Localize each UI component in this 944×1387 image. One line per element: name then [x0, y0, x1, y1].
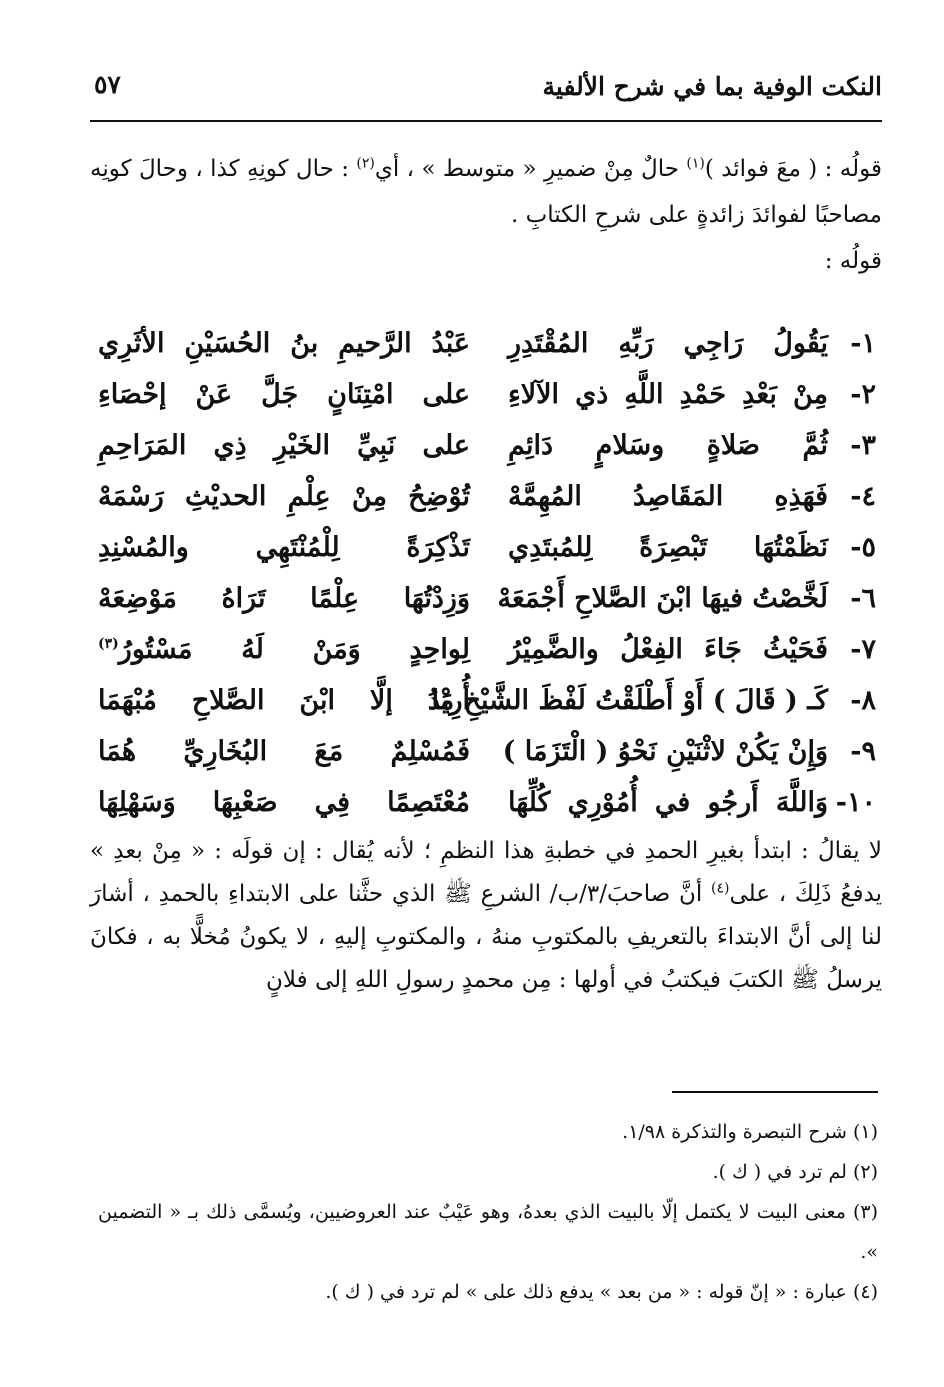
verse-number: ٣-: [850, 430, 876, 461]
page-number: ٥٧: [94, 70, 121, 99]
commentary-paragraph: [90, 830, 882, 1002]
verse-first-hemistich: لَخَّصْتُ فيهَا ابْنَ الصَّلاحِ أَجْمَعَهْ: [497, 583, 828, 614]
verse-number: ١٠-: [835, 787, 876, 818]
verse-number: ٦-: [850, 583, 876, 614]
intro-tail: : حال كونِهِ كذا ، وحالَ كونِه مصاحبًا لفوائدَ زائدةٍ على شرحِ الكتابِ .: [90, 156, 882, 228]
verse-number: ١-: [850, 328, 876, 359]
verse-first-hemistich: وَإِنْ يَكُنْ لاثْنَيْنِ نَحْوُ ( الْتَزَمَا ): [502, 736, 828, 767]
verse-second-hemistich: [98, 634, 470, 665]
footnote-ref: (٣): [98, 636, 119, 652]
footnote-ref-2: (٢): [356, 155, 375, 172]
hemistich-text: على امْتِنَانٍ جَلَّ عَنْ إحْصَاءِ: [98, 379, 470, 410]
verse-line: [98, 624, 876, 675]
verse-number: ٢-: [850, 379, 876, 410]
verse-first-hemistich: ثُمَّ صَلاةٍ وسَلامٍ دَائِمِ: [508, 430, 828, 461]
footnote-item: (٢) لم ترد في ( ك ).: [712, 1161, 878, 1183]
commentary-lead: لا يقالُ : ابتدأ بغيرِ الحمدِ في خطبةِ هذا النظمِ ؛ لأنه يُقال : إن قولَه : « مِنْ بعدِ » يدفعُ ذَلِكَ ، على: [90, 838, 882, 907]
hemistich-text: تَذْكِرَةً لِلْمُنْتَهِي والمُسْنِدِ: [98, 532, 470, 563]
footnotes: [98, 1112, 878, 1312]
intro-text: [90, 146, 882, 238]
hemistich-text: عَبْدُ الرَّحيمِ بنُ الحُسَيْنِ الأثَرِي: [98, 328, 470, 359]
verse-second-hemistich: [98, 685, 470, 716]
verse-line: [98, 471, 876, 522]
verse-line: [98, 522, 876, 573]
intro-lead: قولُه : ( معَ فوائد ): [704, 156, 882, 182]
verse-second-hemistich: [98, 328, 470, 359]
footnote-item: (١) شرح التبصرة والتذكرة ١/٩٨.: [622, 1121, 878, 1143]
verse-line: [98, 573, 876, 624]
verse-line: [98, 675, 876, 726]
footnote-item: (٤) عبارة : « إنّ قوله : « من بعد » يدفع ذلك على » لم ترد في ( ك ).: [325, 1281, 878, 1303]
verse-second-hemistich: [98, 583, 470, 614]
verse-second-hemistich: [98, 532, 470, 563]
verse-line: [98, 777, 876, 828]
verse-line: [98, 726, 876, 777]
intro-paragraph: [90, 146, 882, 284]
verse-first-hemistich: كَـ ( قَالَ ) أَوْ أَطْلَقْتُ لَفْظَ الشَّيْخِ مَا: [431, 685, 828, 716]
hemistich-text: فَمُسْلِمٌ مَعَ البُخَارِيِّ هُمَا: [98, 736, 470, 767]
commentary-rest: أنَّ صاحبَ/٣/ب/ الشرعِ ﷺ الذي حثَّنا على الابتداءِ بالحمدِ ، أشارَ لنا إلى أنَّ الابتداءَ بالتعريفِ بالمكتوبِ منهُ ، والمكتوبِ إليهِ ، لا يكونُ مُخلًّا به ، فكانَ يرسلُ ﷺ الكتبَ فيكتبُ في أولها : مِن محمدٍ رسولِ اللهِ إلى فلانٍ: [90, 881, 882, 993]
verse-first-hemistich: يَقُولُ رَاجِي رَبِّهِ المُقْتَدِرِ: [508, 328, 828, 359]
verse-first-hemistich: فَحَيْثُ جَاءَ الفِعْلُ والضَّمِيْرُ: [508, 634, 828, 665]
hemistich-text: مُعْتَصِمًا فِي صَعْبِهَا وَسَهْلِهَا: [98, 787, 470, 818]
verse-second-hemistich: [98, 379, 470, 410]
footnote-item: (٣) معنى البيت لا يكتمل إلّا بالبيت الذي بعدهُ، وهو عَيْبٌ عند العروضيين، ويُسمَّى ذلك بـ « التضمين ».: [98, 1201, 878, 1263]
verse-first-hemistich: فَهَذِهِ المَقَاصِدُ المُهِمَّهْ: [508, 481, 828, 512]
verse-line: [98, 369, 876, 420]
hemistich-text: على نَبِيِّ الخَيْرِ ذِي المَرَاحِمِ: [98, 430, 470, 461]
verse-number: ٤-: [850, 481, 876, 512]
footnote-ref-1: (١): [686, 155, 705, 172]
footnote-divider: [672, 1091, 878, 1093]
verse-second-hemistich: [98, 787, 470, 818]
verse-second-hemistich: [98, 481, 470, 512]
verse-first-hemistich: وَاللَّهَ أَرجُو في أُمُوْرِي كُلِّهَا: [508, 787, 828, 818]
footnote-ref-4: (٤): [711, 880, 730, 897]
hemistich-text: وَزِدْتُهَا عِلْمًا تَرَاهُ مَوْضِعَهْ: [98, 583, 470, 614]
hemistich-text: لِواحِدٍ وَمَنْ لَهُ مَسْتُورُ: [118, 634, 470, 665]
page-header: [90, 64, 882, 122]
intro-middle: حالٌ مِنْ ضميرِ « متوسط » ، أي: [374, 156, 687, 182]
hemistich-text: أُرِيْدُ إلَّا ابْنَ الصَّلاحِ مُبْهَمَا: [98, 685, 470, 716]
verse-number: ٥-: [850, 532, 876, 563]
running-title: النكت الوفية بما في شرح الألفية: [542, 72, 882, 101]
hemistich-text: تُوْضِحُ مِنْ عِلْمِ الحديْثِ رَسْمَهْ: [98, 481, 470, 512]
verse-line: [98, 420, 876, 471]
verse-first-hemistich: نَظَمْتُهَا تَبْصِرَةً لِلمُبتَدِي: [508, 532, 828, 563]
verse-second-hemistich: [98, 430, 470, 461]
verse-number: ٧-: [850, 634, 876, 665]
verse-first-hemistich: مِنْ بَعْدِ حَمْدِ اللَّهِ ذي الآلاءِ: [508, 379, 828, 410]
verse-intro: قولُه :: [824, 248, 882, 274]
verse-number: ٩-: [850, 736, 876, 767]
poem: [98, 318, 876, 828]
verse-second-hemistich: [98, 736, 470, 767]
verse-line: [98, 318, 876, 369]
commentary-text: [90, 830, 882, 1002]
verse-number: ٨-: [850, 685, 876, 716]
